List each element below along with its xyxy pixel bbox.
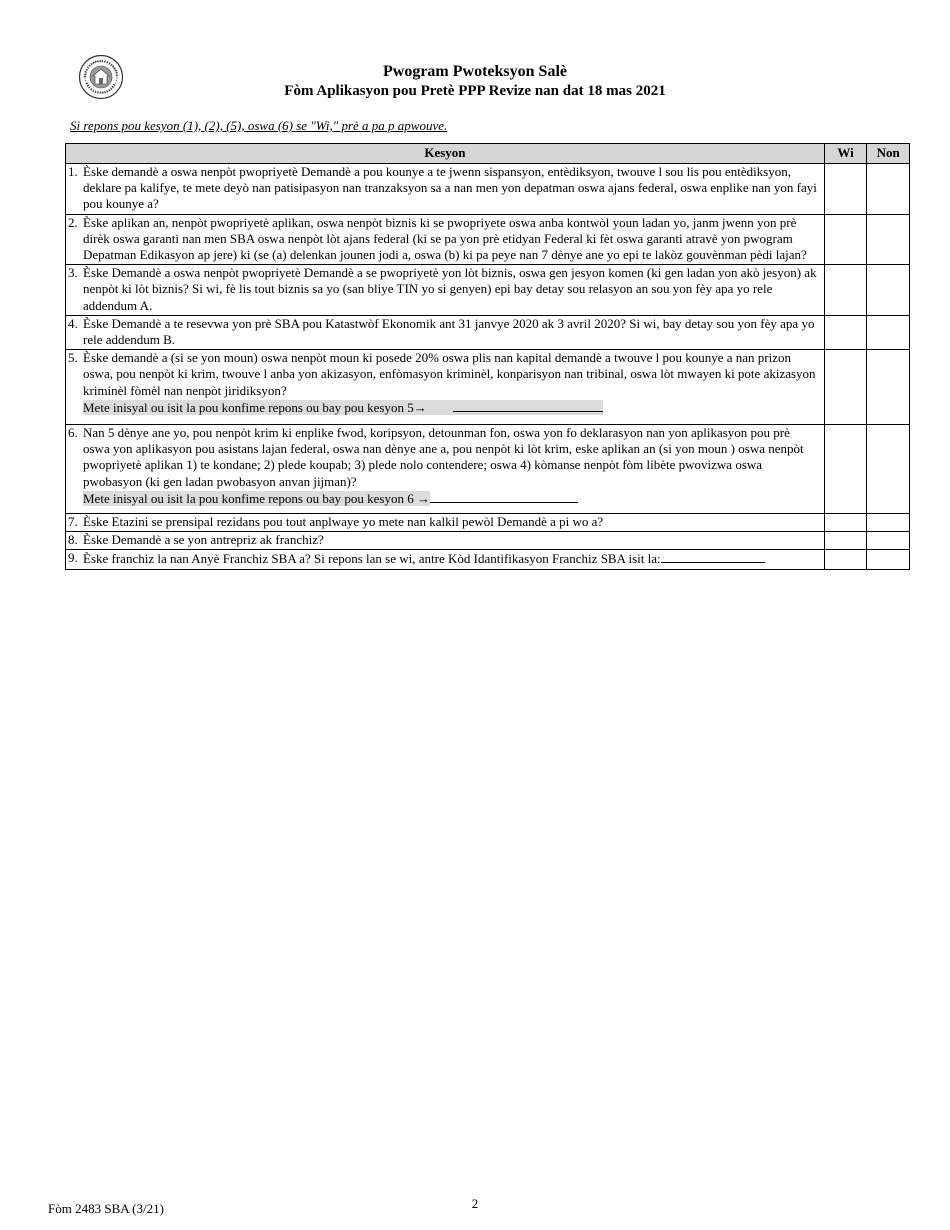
question-cell — [66, 532, 825, 550]
question-text: Èske Demandè a te resevwa yon prè SBA pou Katastwòf Ekonomik ant 31 janvye 2020 ak 3 avril 2020? Si wi, bay detay sou yon fèy apa yo rele addendum B. — [83, 315, 815, 348]
question-number: 7. — [68, 514, 78, 530]
instruction-note: Si repons pou kesyon (1), (2), (5), oswa (6) se "Wi," prè a pa p apwouve. — [70, 118, 448, 133]
question-text: Èske aplikan an, nenpòt pwopriyetè aplikan, oswa nenpòt biznis ki se pwopriyete oswa anba kontwòl youn ladan yo, janm jwenn yon prè dirèk oswa garanti nan men SBA oswa nenpòt lòt ajans federal (ki se pa yon prè etidyan Federal ki fèt oswa garanti atravè yon pwogram Depatman Edikasyon ap jere) ki (se (a) delenkan jounen jodi a, oswa (b) ki pa peye nan 7 dènye ane yo epi te lakòz gouvènman pèdi lajan? — [83, 214, 807, 263]
question-cell — [66, 514, 825, 532]
question-row-2 — [66, 214, 910, 265]
answer-yes-1[interactable] — [824, 164, 866, 215]
form-header — [0, 62, 950, 101]
question-row-7 — [66, 514, 910, 532]
answer-yes-9[interactable] — [824, 550, 866, 569]
question-text: Èske Etazini se prensipal rezidans pou tout anplwaye yo mete nan kalkil pewòl Demandè a pi wo a? — [83, 514, 604, 530]
question-cell — [66, 350, 825, 425]
answer-no-8[interactable] — [867, 532, 910, 550]
question-cell — [66, 265, 825, 316]
answer-no-4[interactable] — [867, 315, 910, 349]
question-cell — [66, 425, 825, 514]
question-number: 6. — [68, 425, 78, 441]
column-header-question: Kesyon — [66, 144, 825, 164]
question-text: Èske demandè a (si se yon moun) oswa nenpòt moun ki posede 20% oswa plis nan kapital demandè a twouve l pou kounye a nan prizon oswa, pou nenpòt ki krim, twouve l anba yon akizasyon, enfòmasyon kriminèl, konparisyon nan tribinal, oswa lòt mwayen ki pote akizasyon kriminèl fòmèl nan nenpòt jiridiksyon? — [83, 350, 816, 398]
answer-yes-7[interactable] — [824, 514, 866, 532]
question-text: Èske Demandè a se yon antrepriz ak franchiz? — [83, 532, 324, 548]
initials-prompt-row — [83, 400, 603, 415]
page-number: 2 — [471, 1196, 479, 1211]
question-row-1 — [66, 164, 910, 215]
question-text: Nan 5 dènye ane yo, pou nenpòt krim ki enplike fwod, koripsyon, detounman fon, oswa yon fo deklarasyon nan yon aplikasyon pou prè oswa yon aplikasyon pou asistans lajan federal, oswa nan dènye ane a, pou nenpòt ki lòt krim, eske aplikan an (si yon moun ) oswa nenpòt pwopriyetè aplikan 1) te kondane; 2) plede koupab; 3) plede nolo contendere; oswa 4) kòmanse nenpòt fòm libète pwovizwa oswa pwobasyon (ki gen ladan pwobasyon anvan jijman)? — [83, 425, 804, 489]
questions-table — [65, 143, 910, 570]
answer-yes-2[interactable] — [824, 214, 866, 265]
question-cell — [66, 214, 825, 265]
answer-no-5[interactable] — [867, 350, 910, 425]
question-cell — [66, 315, 825, 349]
answer-yes-4[interactable] — [824, 315, 866, 349]
answer-no-6[interactable] — [867, 425, 910, 514]
answer-yes-3[interactable] — [824, 265, 866, 316]
initials-field-6[interactable] — [430, 490, 578, 503]
answer-no-9[interactable] — [867, 550, 910, 569]
question-number: 4. — [68, 315, 78, 331]
answer-yes-5[interactable] — [824, 350, 866, 425]
question-row-8 — [66, 532, 910, 550]
answer-no-1[interactable] — [867, 164, 910, 215]
question-text: Èske Demandè a oswa nenpòt pwopriyetè Demandè a se pwopriyetè yon lòt biznis, oswa gen jesyon komen (ki gen ladan yon akò jesyon) ak nenpòt ki lòt biznis? Si wi, fè lis tout biznis sa yo (san bliye TIN yo si genyen) epi bay detay sou relasyon an sou yon fèy apa yo rele addendum A. — [83, 265, 817, 313]
initials-field-5[interactable] — [453, 399, 603, 412]
answer-yes-6[interactable] — [824, 425, 866, 514]
question-number: 3. — [68, 265, 78, 281]
initials-prompt-label: Mete inisyal ou isit la pou konfime repons ou bay pou kesyon 5→ — [83, 399, 427, 415]
question-row-5 — [66, 350, 910, 425]
question-row-4 — [66, 315, 910, 349]
answer-no-2[interactable] — [867, 214, 910, 265]
question-cell — [66, 550, 825, 569]
answer-no-3[interactable] — [867, 265, 910, 316]
question-row-9 — [66, 550, 910, 569]
question-row-6 — [66, 425, 910, 514]
question-cell — [66, 164, 825, 215]
franchise-code-field[interactable] — [661, 550, 765, 563]
answer-yes-8[interactable] — [824, 532, 866, 550]
question-number: 5. — [68, 350, 78, 366]
table-header-row — [66, 144, 910, 164]
question-number: 1. — [68, 164, 78, 179]
form-subtitle: Fòm Aplikasyon pou Pretè PPP Revize nan dat 18 mas 2021 — [284, 83, 666, 99]
question-number: 8. — [68, 532, 78, 548]
question-number: 9. — [68, 550, 78, 566]
question-text: Èske franchiz la nan Anyè Franchiz SBA a? Si repons lan se wi, antre Kòd Idantifikasyon Franchiz SBA isit la: — [83, 551, 661, 567]
question-row-3 — [66, 265, 910, 316]
question-text: Èske demandè a oswa nenpòt pwopriyetè Demandè a pou kounye a te jwenn sispansyon, entèdiksyon, twouve l sou lis pou entèdiksyon, deklare pa kalifye, te mete deyò nan patisipasyon nan tranzaksyon sa a nan men yon depatman oswa ajans federal, oswa enplike nan yon fayi pou kounye a? — [83, 164, 817, 212]
form-id: Fòm 2483 SBA (3/21) — [48, 1201, 164, 1216]
form-title: Pwogram Pwoteksyon Salè — [383, 63, 567, 80]
answer-no-7[interactable] — [867, 514, 910, 532]
question-number: 2. — [68, 214, 78, 230]
column-header-yes: Wi — [824, 144, 866, 164]
initials-prompt-label: Mete inisyal ou isit la pou konfime repons ou bay pou kesyon 6 → — [83, 490, 430, 506]
column-header-no: Non — [867, 144, 910, 164]
